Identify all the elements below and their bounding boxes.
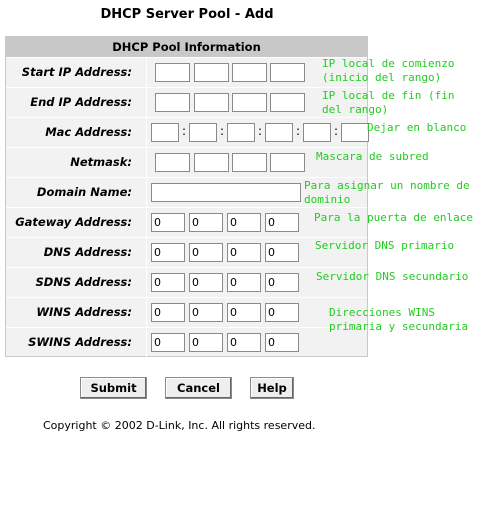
start-ip-octet-3[interactable] — [232, 63, 267, 82]
row-gateway — [6, 207, 367, 237]
note-sdns: Servidor DNS secundario — [316, 270, 469, 283]
wins-octet-4[interactable] — [265, 303, 299, 322]
help-button[interactable]: Help — [250, 377, 294, 399]
end-ip-label: End IP Address: — [6, 88, 147, 117]
gateway-octet-4[interactable] — [265, 213, 299, 232]
swins-label: SWINS Address: — [6, 328, 147, 357]
note-wins: Direcciones WINS primaria y secundaria — [329, 306, 469, 333]
submit-button[interactable]: Submit — [80, 377, 147, 399]
swins-octet-3[interactable] — [227, 333, 261, 352]
dns-octet-2[interactable] — [189, 243, 223, 262]
note-end-ip: IP local de fin (fin del rango) — [322, 89, 455, 116]
dns-label: DNS Address: — [6, 238, 147, 267]
mac-byte-2[interactable] — [189, 123, 217, 142]
end-ip-octet-3[interactable] — [232, 93, 267, 112]
note-gateway: Para la puerta de enlace — [314, 211, 473, 224]
row-mac — [6, 117, 367, 147]
mac-byte-1[interactable] — [151, 123, 179, 142]
start-ip-octet-2[interactable] — [194, 63, 229, 82]
sdns-octet-3[interactable] — [227, 273, 261, 292]
wins-octet-1[interactable] — [151, 303, 185, 322]
swins-octet-2[interactable] — [189, 333, 223, 352]
row-end-ip — [6, 87, 367, 117]
mac-label: Mac Address: — [6, 118, 147, 147]
mac-separator: : — [258, 124, 263, 138]
end-ip-octet-1[interactable] — [155, 93, 190, 112]
note-start-ip: IP local de comienzo (inicio del rango) — [322, 57, 455, 84]
cancel-button[interactable]: Cancel — [165, 377, 232, 399]
mac-separator: : — [220, 124, 225, 138]
netmask-label: Netmask: — [6, 148, 147, 177]
row-netmask — [6, 147, 367, 177]
netmask-octet-3[interactable] — [232, 153, 267, 172]
start-ip-label: Start IP Address: — [6, 58, 147, 87]
netmask-octet-4[interactable] — [270, 153, 305, 172]
dns-octet-3[interactable] — [227, 243, 261, 262]
netmask-octet-1[interactable] — [155, 153, 190, 172]
swins-octet-4[interactable] — [265, 333, 299, 352]
start-ip-octet-4[interactable] — [270, 63, 305, 82]
row-swins — [6, 327, 367, 357]
wins-octet-3[interactable] — [227, 303, 261, 322]
mac-separator: : — [334, 124, 339, 138]
sdns-octet-1[interactable] — [151, 273, 185, 292]
page-title: DHCP Server Pool - Add — [100, 7, 274, 22]
row-dns — [6, 237, 367, 267]
gateway-octet-3[interactable] — [227, 213, 261, 232]
mac-byte-4[interactable] — [265, 123, 293, 142]
mac-separator: : — [182, 124, 187, 138]
row-wins — [6, 297, 367, 327]
start-ip-octet-1[interactable] — [155, 63, 190, 82]
gateway-label: Gateway Address: — [6, 208, 147, 237]
wins-octet-2[interactable] — [189, 303, 223, 322]
gateway-octet-2[interactable] — [189, 213, 223, 232]
mac-byte-6[interactable] — [341, 123, 369, 142]
note-domain: Para asignar un nombre de dominio — [304, 179, 470, 206]
end-ip-octet-4[interactable] — [270, 93, 305, 112]
swins-octet-1[interactable] — [151, 333, 185, 352]
note-dns: Servidor DNS primario — [315, 239, 455, 252]
gateway-octet-1[interactable] — [151, 213, 185, 232]
mac-byte-3[interactable] — [227, 123, 255, 142]
copyright-text: Copyright © 2002 D-Link, Inc. All rights reserved. — [43, 419, 316, 432]
wins-label: WINS Address: — [6, 298, 147, 327]
mac-byte-5[interactable] — [303, 123, 331, 142]
row-sdns — [6, 267, 367, 297]
mac-separator: : — [296, 124, 301, 138]
dns-octet-1[interactable] — [151, 243, 185, 262]
end-ip-octet-2[interactable] — [194, 93, 229, 112]
netmask-octet-2[interactable] — [194, 153, 229, 172]
sdns-octet-2[interactable] — [189, 273, 223, 292]
sdns-label: SDNS Address: — [6, 268, 147, 297]
row-start-ip — [6, 57, 367, 87]
domain-name-label: Domain Name: — [6, 178, 147, 207]
table-header: DHCP Pool Information — [6, 37, 367, 57]
dns-octet-4[interactable] — [265, 243, 299, 262]
note-mac: Dejar en blanco — [367, 121, 467, 134]
sdns-octet-4[interactable] — [265, 273, 299, 292]
note-netmask: Mascara de subred — [316, 150, 429, 163]
domain-name-input[interactable] — [151, 183, 301, 202]
